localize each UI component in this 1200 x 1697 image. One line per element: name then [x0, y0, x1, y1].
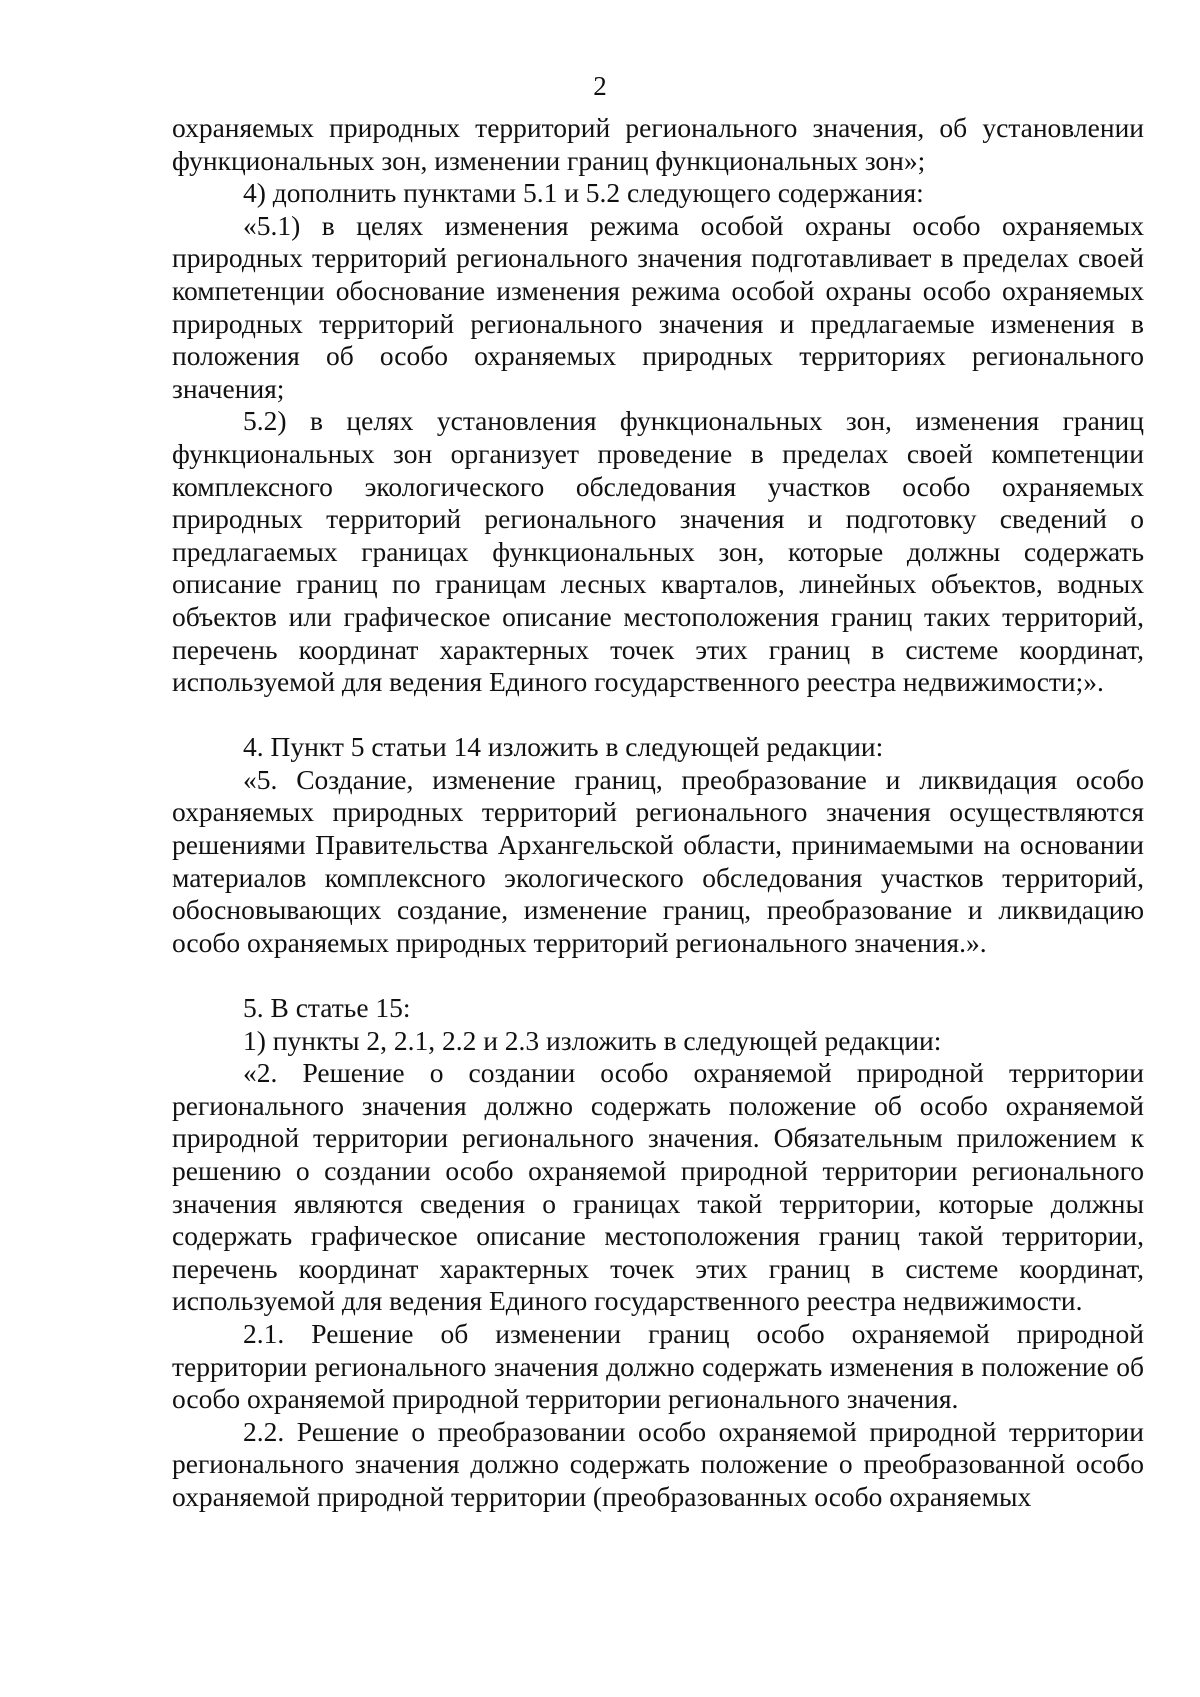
document-body	[172, 112, 1144, 1514]
paragraph-continuation: охраняемых природных территорий регионального значения, об установлении функциональных зон, изменении границ функциональных зон»;	[172, 112, 1144, 176]
paragraph-item-5-1: «5.1) в целях изменения режима особой охраны особо охраняемых природных территорий регионального значения подготавливает в пределах своей компетенции обоснование изменения режима особой охраны особо охраняемых природных территорий регионального значения и предлагаемые изменения в положения об особо охраняемых природных территориях регионального значения;	[172, 209, 1144, 404]
paragraph-point-4-text: «5. Создание, изменение границ, преобразование и ликвидация особо охраняемых природных территорий регионального значения осуществляются решениями Правительства Архангельской области, принимаемыми на основании материалов комплексного экологического обследования участков территорий, обосновывающих создание, изменение границ, преобразование и ликвидацию особо охраняемых природных территорий регионального значения.».	[172, 763, 1144, 958]
paragraph-item-5-2: 5.2) в целях установления функциональных зон, изменения границ функциональных зон организует проведение в пределах своей компетенции комплексного экологического обследования участков особо охраняемых природных территорий регионального значения и подготовку сведений о предлагаемых границах функциональных зон, которые должны содержать описание границ по границам лесных кварталов, линейных объектов, водных объектов или графическое описание местоположения границ таких территорий, перечень координат характерных точек этих границ в системе координат, используемой для ведения Единого государственного реестра недвижимости;».	[172, 405, 1144, 698]
paragraph-point-5-item-1: 1) пункты 2, 2.1, 2.2 и 2.3 изложить в следующей редакции:	[243, 1024, 942, 1056]
paragraph-point-5: 5. В статье 15:	[243, 992, 411, 1024]
page-number: 2	[593, 71, 607, 101]
paragraph-clause-2-2: 2.2. Решение о преобразовании особо охраняемой природной территории регионального значения должно содержать положение о преобразованной особо охраняемой природной территории (преобразованных особо охраняемых	[172, 1415, 1144, 1512]
paragraph-clause-2-1: 2.1. Решение об изменении границ особо охраняемой природной территории регионального значения должно содержать изменения в положение об особо охраняемой природной территории регионального значения.	[172, 1317, 1144, 1415]
paragraph-clause-2: «2. Решение о создании особо охраняемой природной территории регионального значения должно содержать положение об особо охраняемой природной территории регионального значения. Обязательным приложением к решению о создании особо охраняемой природной территории регионального значения являются сведения о границах такой территории, которые должны содержать графическое описание местоположения границ такой территории, перечень координат характерных точек этих границ в системе координат, используемой для ведения Единого государственного реестра недвижимости.	[172, 1057, 1144, 1317]
paragraph-point-4: 4. Пункт 5 статьи 14 изложить в следующей редакции:	[243, 731, 884, 763]
paragraph-item-4: 4) дополнить пунктами 5.1 и 5.2 следующего содержания:	[243, 177, 924, 209]
